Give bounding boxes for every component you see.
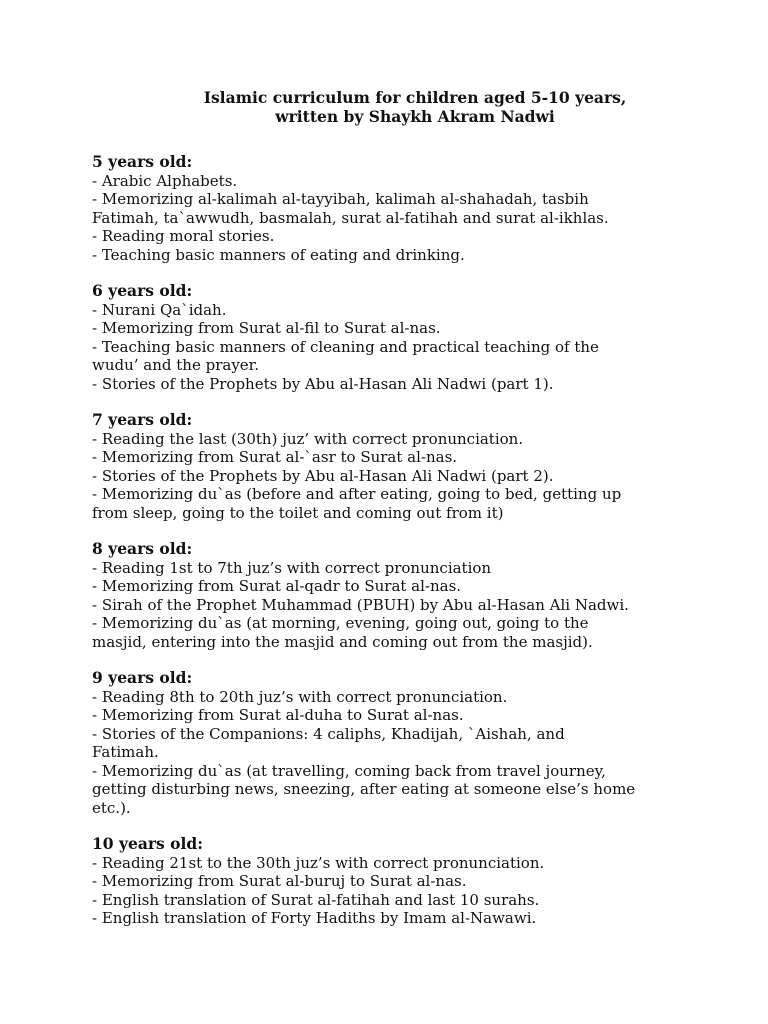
section-age-8 [92,540,732,651]
section-line: wudu’ and the prayer. [92,356,259,374]
section-age-5 [92,153,732,264]
section-age-10 [92,835,732,928]
section-line: - Reading 21st to the 30th juz’s with correct pronunciation. [92,853,545,872]
title-line: Islamic curriculum for children aged 5-10 years, [203,88,627,107]
section-line: - Memorizing du`as (at morning, evening, going out, going to the [92,614,589,632]
section-line: - Memorizing from Surat al-qadr to Surat al-nas. [92,577,462,595]
section-line: - Nurani Qa`idah. [92,300,227,319]
title-line: written by Shaykh Akram Nadwi [275,107,555,126]
section-age-7 [92,411,732,522]
section-age-9 [92,669,732,817]
section-line: - Memorizing al-kalimah al-tayyibah, kalimah al-shahadah, tasbih [92,190,589,208]
section-line: getting disturbing news, sneezing, after eating at someone else’s home [92,780,636,798]
section-line: - Memorizing from Surat al-`asr to Surat al-nas. [92,448,458,466]
section-line: etc.). [92,798,131,817]
section-line: - Sirah of the Prophet Muhammad (PBUH) by Abu al-Hasan Ali Nadwi. [92,595,629,614]
document-page [92,88,732,946]
section-heading: 9 years old: [92,668,193,687]
section-heading: 10 years old: [92,834,203,853]
section-line: from sleep, going to the toilet and coming out from it) [92,503,504,522]
section-line: - Reading the last (30th) juz’ with correct pronunciation. [92,429,524,448]
section-line: - Memorizing from Surat al-buruj to Surat al-nas. [92,872,467,890]
section-line: - Memorizing du`as (at travelling, coming back from travel journey, [92,761,606,780]
section-line: - Arabic Alphabets. [92,171,238,190]
section-line: - Stories of the Prophets by Abu al-Hasan Ali Nadwi (part 2). [92,466,554,485]
section-line: - Memorizing du`as (before and after eating, going to bed, getting up [92,485,622,503]
section-line: - Reading 1st to 7th juz’s with correct pronunciation [92,558,492,577]
section-line: - Reading moral stories. [92,227,275,245]
document-title [92,88,732,126]
section-line: - Stories of the Prophets by Abu al-Hasan Ali Nadwi (part 1). [92,374,554,393]
section-heading: 5 years old: [92,152,193,171]
section-heading: 6 years old: [92,281,193,300]
section-line: - Reading 8th to 20th juz’s with correct pronunciation. [92,687,508,706]
section-line: masjid, entering into the masjid and coming out from the masjid). [92,632,593,651]
section-line: - Memorizing from Surat al-fil to Surat al-nas. [92,319,441,337]
section-line: - Stories of the Companions: 4 caliphs, Khadijah, `Aishah, and [92,724,565,743]
section-line: - Teaching basic manners of cleaning and practical teaching of the [92,337,599,356]
section-heading: 8 years old: [92,539,193,558]
section-age-6 [92,282,732,393]
section-line: - English translation of Surat al-fatihah and last 10 surahs. [92,890,540,909]
section-line: - English translation of Forty Hadiths by Imam al-Nawawi. [92,909,537,927]
section-line: Fatimah, ta`awwudh, basmalah, surat al-fatihah and surat al-ikhlas. [92,208,609,227]
section-line: - Teaching basic manners of eating and drinking. [92,245,465,264]
section-heading: 7 years old: [92,410,193,429]
section-line: - Memorizing from Surat al-duha to Surat al-nas. [92,706,464,724]
section-line: Fatimah. [92,743,159,761]
